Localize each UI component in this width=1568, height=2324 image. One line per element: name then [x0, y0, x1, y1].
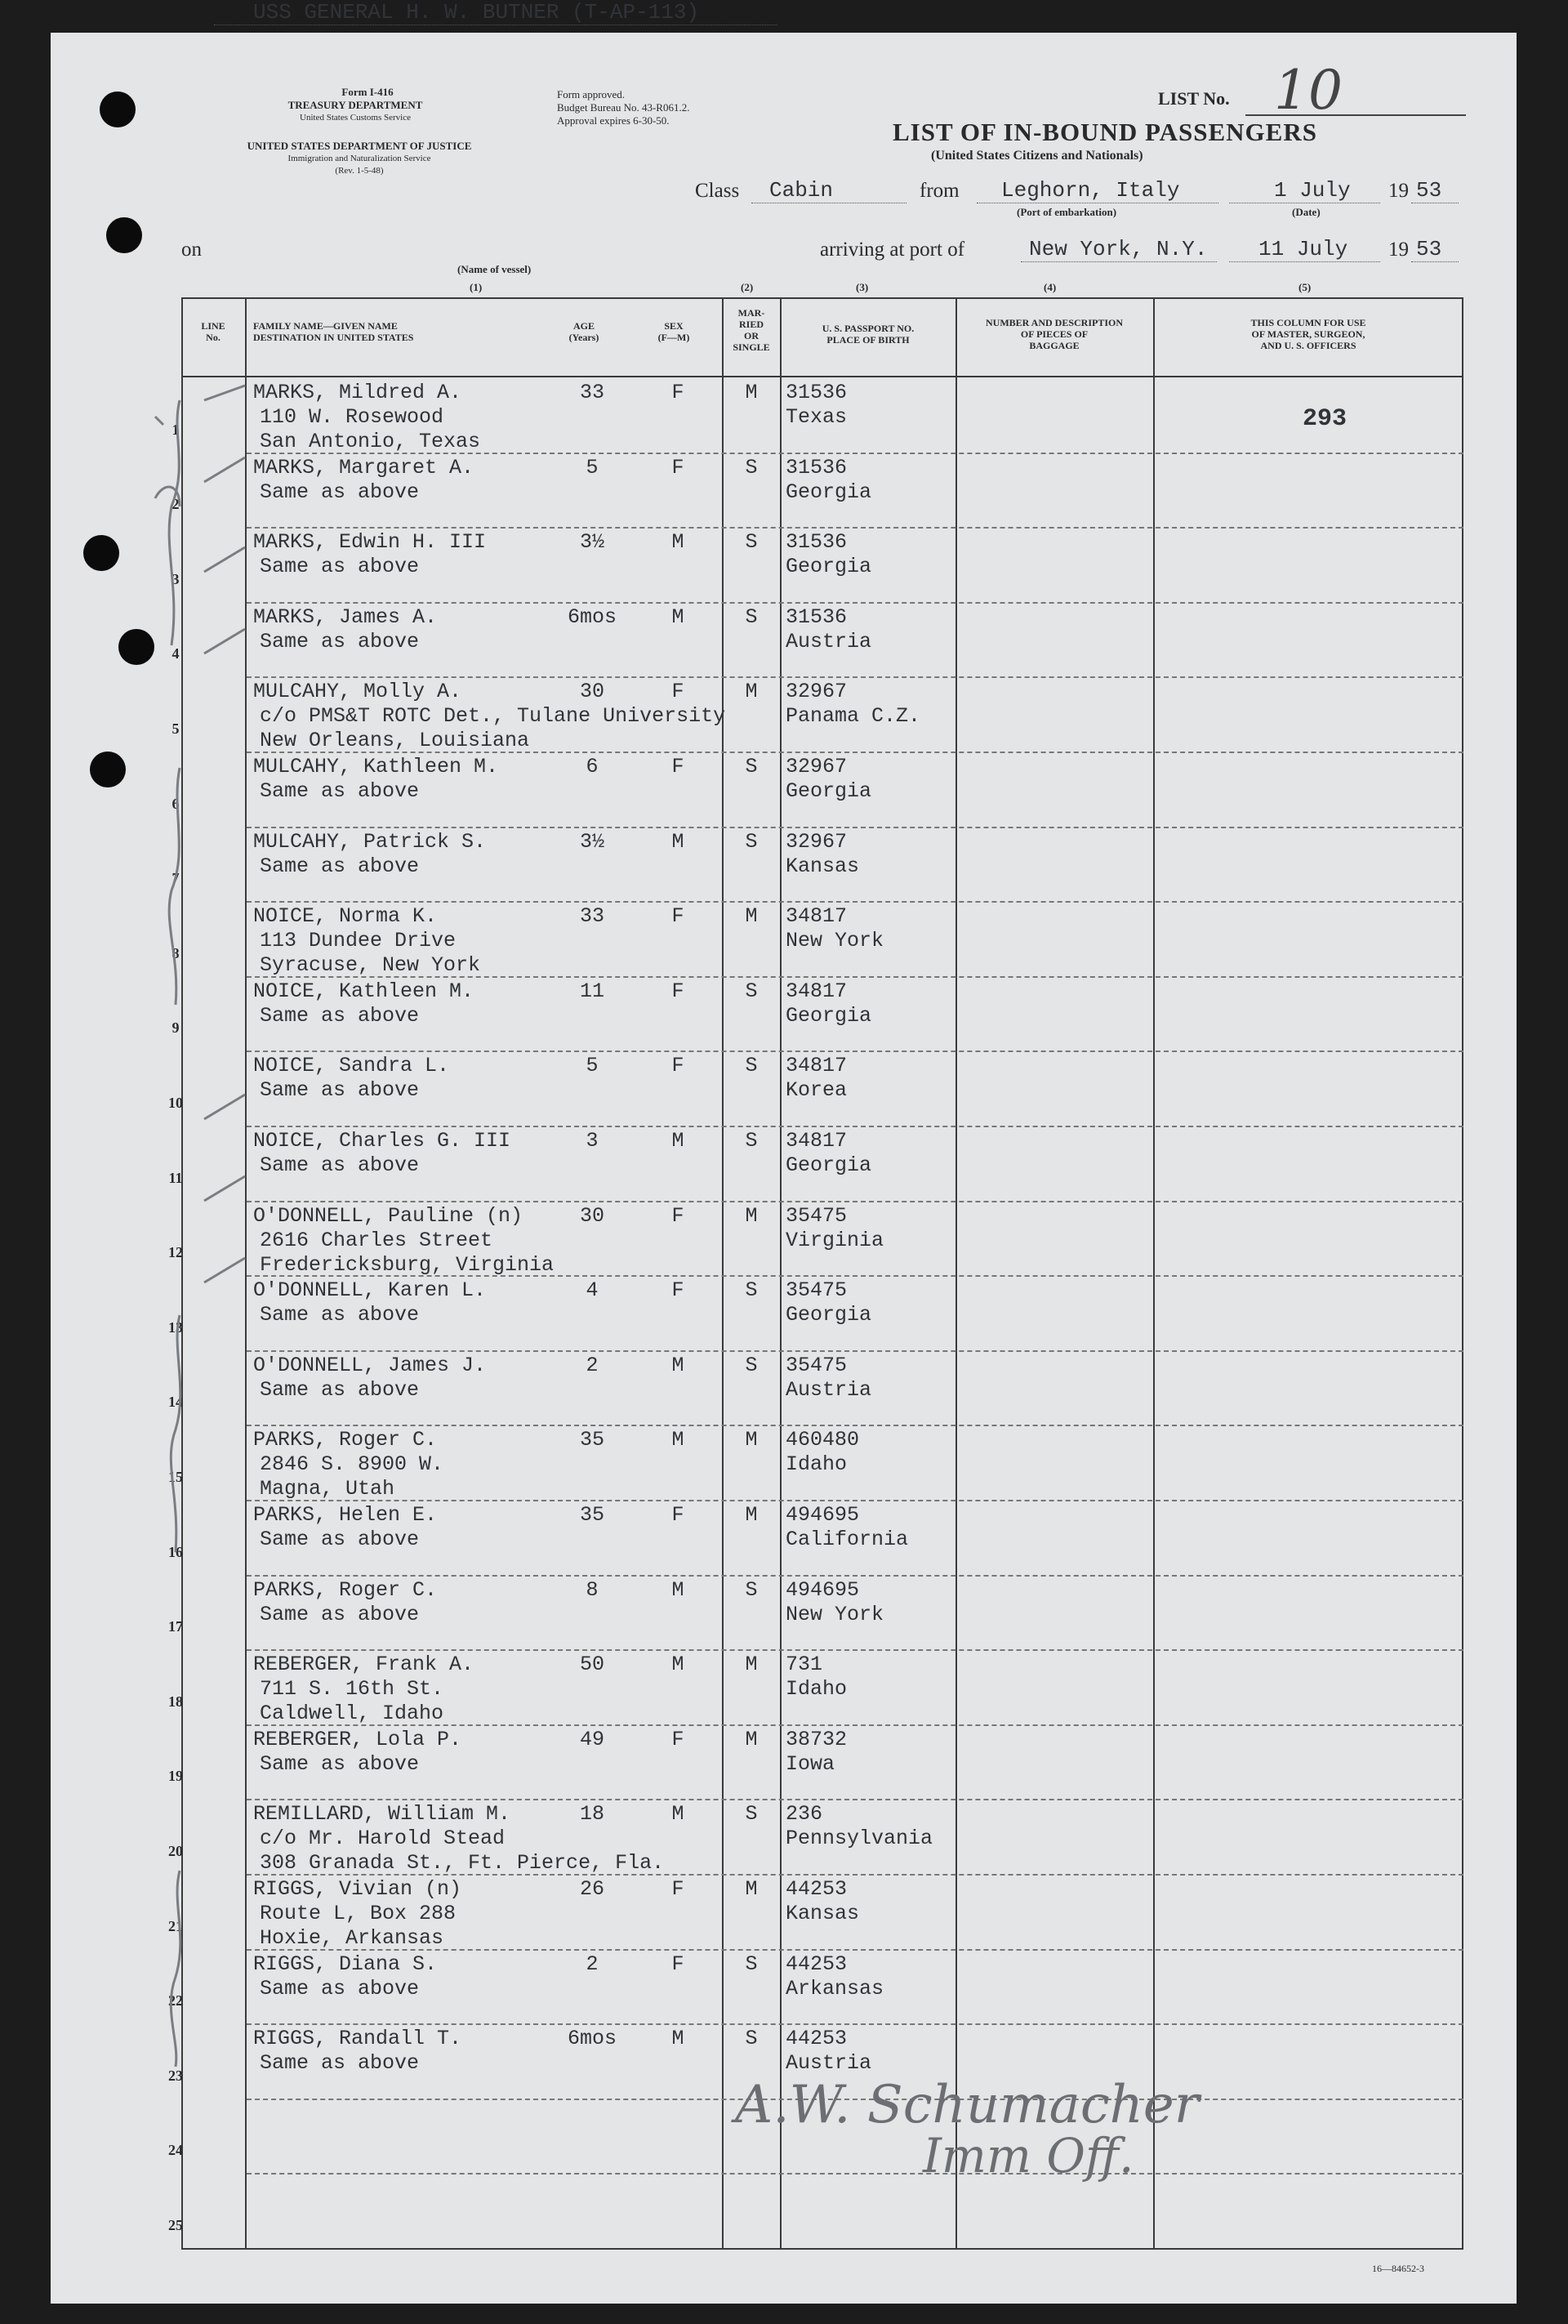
marital-status: M [745, 1653, 758, 1677]
age-value: 33 [579, 381, 604, 404]
header-baggage: NUMBER AND DESCRIPTION OF PIECES OF BAGGAGE [985, 317, 1124, 351]
marital-status: S [745, 2027, 758, 2051]
header-sex: SEX (F—M) [657, 320, 690, 343]
passport-number: 731 [786, 1653, 823, 1677]
passport-number: 35475 [786, 1278, 848, 1303]
place-of-birth: Texas [786, 405, 848, 429]
passenger-name: REBERGER, Lola P. [253, 1727, 462, 1751]
passport-number: 32967 [786, 755, 848, 778]
marital-status: S [745, 829, 758, 854]
row-divider [247, 2023, 1463, 2025]
line-number: 7 [172, 870, 180, 887]
destination-line-2: Fredericksburg, Virginia [260, 1252, 555, 1277]
passenger-name: REMILLARD, William M. [253, 1802, 511, 1827]
passport-number: 34817 [786, 1129, 848, 1153]
arrival-year-prefix: 19 [1388, 239, 1409, 261]
marital-status: S [745, 1054, 758, 1078]
header-age: AGE (Years) [568, 320, 599, 343]
sex-value: F [671, 1727, 684, 1751]
sex-value: F [671, 1952, 684, 1976]
destination-line-1: Same as above [260, 480, 420, 504]
line-number: 8 [172, 944, 180, 961]
year-value: 53 [1411, 178, 1459, 203]
manifest-subtitle: (United States Citizens and Nationals) [931, 149, 1143, 163]
destination-line-1: 110 W. Rosewood [260, 405, 444, 429]
line-number: 3 [172, 570, 180, 587]
marital-status: S [745, 1353, 758, 1377]
col-number-1: (1) [470, 281, 483, 293]
header-married: MAR- RIED OR SINGLE [733, 307, 770, 353]
sex-value: F [671, 1877, 684, 1901]
place-of-birth: Kansas [786, 1902, 860, 1925]
sex-value: M [671, 1428, 684, 1452]
sex-value: M [671, 604, 684, 629]
port-of-embarkation: Leghorn, Italy [977, 178, 1218, 203]
marital-status: S [745, 530, 758, 555]
row-divider [247, 527, 1463, 529]
passport-number: 34817 [786, 1054, 848, 1078]
table-row [0, 2099, 1466, 2174]
passenger-name: NOICE, Sandra L. [253, 1054, 450, 1078]
marital-status: M [745, 1877, 758, 1901]
destination-line-1: 113 Dundee Drive [260, 929, 457, 953]
destination-line-2: Caldwell, Idaho [260, 1702, 444, 1726]
passport-number: 32967 [786, 829, 848, 854]
header-passport: U. S. PASSPORT NO. PLACE OF BIRTH [822, 323, 915, 346]
destination-line-1: Same as above [260, 1976, 420, 2001]
passport-number: 44253 [786, 1877, 848, 1901]
vessel-caption: (Name of vessel) [457, 263, 532, 275]
form-number: Form I-416 [341, 86, 394, 98]
age-value: 50 [579, 1653, 604, 1677]
row-divider [247, 1949, 1463, 1951]
sex-value: F [671, 680, 684, 704]
row-divider [247, 2173, 1463, 2175]
place-of-birth: Georgia [786, 779, 872, 803]
marital-status: S [745, 755, 758, 778]
age-value: 18 [579, 1802, 604, 1827]
destination-line-1: Same as above [260, 1528, 420, 1551]
destination-line-1: Same as above [260, 1153, 420, 1177]
destination-line-2: New Orleans, Louisiana [260, 729, 530, 753]
place-of-birth: Austria [786, 1377, 872, 1402]
destination-line-1: Same as above [260, 1003, 420, 1028]
row-divider [247, 1874, 1463, 1876]
passport-number: 35475 [786, 1203, 848, 1228]
destination-line-1: Same as above [260, 779, 420, 803]
passport-number: 34817 [786, 979, 848, 1003]
line-number: 4 [172, 645, 180, 662]
age-value: 5 [586, 455, 599, 480]
destination-line-1: Same as above [260, 555, 420, 579]
destination-line-1: 2616 Charles Street [260, 1228, 493, 1252]
marital-status: S [745, 1278, 758, 1303]
passenger-name: NOICE, Kathleen M. [253, 979, 474, 1003]
age-value: 4 [586, 1278, 599, 1303]
justice-dept: UNITED STATES DEPARTMENT OF JUSTICE [247, 140, 472, 152]
list-no-value: 10 [1274, 59, 1343, 122]
footer-code: 16—84652-3 [1372, 2263, 1424, 2274]
row-divider [247, 1050, 1463, 1052]
passenger-name: MULCAHY, Kathleen M. [253, 755, 499, 778]
age-value: 3½ [579, 829, 604, 854]
place-of-birth: New York [786, 929, 884, 953]
sex-value: M [671, 1653, 684, 1677]
place-of-birth: Idaho [786, 1452, 848, 1477]
approval-3: Approval expires 6-30-50. [557, 114, 670, 127]
place-of-birth: Georgia [786, 1153, 872, 1177]
destination-line-1: Same as above [260, 1602, 420, 1626]
line-number: 11 [168, 1169, 183, 1186]
age-value: 33 [579, 904, 604, 929]
passenger-name: O'DONNELL, James J. [253, 1353, 487, 1377]
age-value: 8 [586, 1577, 599, 1602]
line-number: 16 [168, 1543, 183, 1560]
passport-number: 32967 [786, 680, 848, 704]
marital-status: S [745, 979, 758, 1003]
destination-line-1: 2846 S. 8900 W. [260, 1452, 444, 1477]
ins-service: Immigration and Naturalization Service [287, 154, 431, 163]
passenger-name: O'DONNELL, Karen L. [253, 1278, 487, 1303]
destination-line-1: Same as above [260, 1751, 420, 1776]
place-of-birth: Iowa [786, 1751, 835, 1776]
line-number: 6 [172, 795, 180, 812]
place-of-birth: Pennsylvania [786, 1827, 933, 1851]
age-value: 49 [579, 1727, 604, 1751]
departure-date: 1 July [1229, 178, 1380, 203]
destination-line-1: Same as above [260, 1078, 420, 1103]
line-number: 22 [168, 1992, 183, 2010]
sex-value: F [671, 1054, 684, 1078]
marital-status: S [745, 1577, 758, 1602]
marital-status: S [745, 1952, 758, 1976]
line-number: 15 [168, 1468, 183, 1485]
table-top-border [181, 297, 1463, 299]
sex-value: F [671, 455, 684, 480]
sex-value: F [671, 904, 684, 929]
line-number: 12 [168, 1244, 183, 1261]
row-divider [247, 827, 1463, 828]
passport-number: 236 [786, 1802, 823, 1827]
passport-number: 494695 [786, 1577, 860, 1602]
passenger-name: PARKS, Roger C. [253, 1577, 438, 1602]
sex-value: M [671, 2027, 684, 2051]
col-number-5: (5) [1298, 281, 1312, 293]
arrival-port: New York, N.Y. [1021, 237, 1217, 262]
age-value: 26 [579, 1877, 604, 1901]
passenger-name: O'DONNELL, Pauline (n) [253, 1203, 523, 1228]
sex-value: M [671, 1353, 684, 1377]
row-divider [247, 1126, 1463, 1127]
sex-value: M [671, 829, 684, 854]
line-number: 23 [168, 2067, 183, 2084]
passenger-name: RIGGS, Diana S. [253, 1952, 438, 1976]
port-caption: (Port of embarkation) [1017, 206, 1117, 218]
passenger-name: MARKS, Edwin H. III [253, 530, 487, 555]
place-of-birth: Georgia [786, 555, 872, 579]
destination-line-2: Hoxie, Arkansas [260, 1926, 444, 1950]
row-divider [247, 901, 1463, 903]
passport-number: 460480 [786, 1428, 860, 1452]
passport-number: 38732 [786, 1727, 848, 1751]
row-divider [247, 1201, 1463, 1202]
passenger-name: NOICE, Norma K. [253, 904, 438, 929]
line-number: 18 [168, 1693, 183, 1710]
age-value: 6 [586, 755, 599, 778]
row-divider [247, 453, 1463, 454]
passenger-name: MARKS, Mildred A. [253, 381, 462, 404]
age-value: 5 [586, 1054, 599, 1078]
arrival-date: 11 July [1229, 237, 1380, 262]
age-value: 6mos [567, 604, 617, 629]
sex-value: M [671, 1129, 684, 1153]
approval-2: Budget Bureau No. 43-R061.2. [557, 101, 690, 114]
line-number: 10 [168, 1094, 183, 1111]
family-bracket-marks [106, 384, 253, 2067]
officer-signature: A.W. Schumacher [735, 2075, 1200, 2135]
destination-line-1: Same as above [260, 854, 420, 878]
row-divider [247, 1575, 1463, 1577]
destination-line-2: 308 Granada St., Ft. Pierce, Fla. [260, 1851, 665, 1876]
place-of-birth: Korea [786, 1078, 848, 1103]
place-of-birth: Idaho [786, 1677, 848, 1702]
officer-number: 293 [1303, 405, 1348, 433]
row-divider [247, 1649, 1463, 1651]
passport-number: 494695 [786, 1503, 860, 1527]
col-number-3: (3) [856, 281, 869, 293]
class-value: Cabin [751, 178, 906, 203]
passport-number: 35475 [786, 1353, 848, 1377]
line-number: 24 [168, 2142, 183, 2159]
passenger-name: MULCAHY, Patrick S. [253, 829, 487, 854]
age-value: 35 [579, 1428, 604, 1452]
sex-value: F [671, 755, 684, 778]
passenger-name: PARKS, Helen E. [253, 1503, 438, 1527]
sex-value: F [671, 381, 684, 404]
destination-line-2: Magna, Utah [260, 1477, 395, 1501]
row-divider [247, 1500, 1463, 1501]
date-caption: (Date) [1292, 206, 1321, 218]
marital-status: M [745, 680, 758, 704]
marital-status: S [745, 455, 758, 480]
row-divider [247, 1275, 1463, 1277]
passenger-name: MARKS, Margaret A. [253, 455, 474, 480]
sex-value: M [671, 1577, 684, 1602]
row-divider [247, 976, 1463, 978]
age-value: 6mos [567, 2027, 617, 2051]
passenger-name: RIGGS, Randall T. [253, 2027, 462, 2051]
row-divider [247, 676, 1463, 678]
age-value: 3 [586, 1129, 599, 1153]
table-row [0, 2173, 1466, 2248]
place-of-birth: Arkansas [786, 1976, 884, 2001]
marital-status: M [745, 904, 758, 929]
vessel-name: USS GENERAL H. W. BUTNER (T-AP-113) [214, 0, 777, 25]
sex-value: F [671, 1278, 684, 1303]
marital-status: S [745, 1802, 758, 1827]
class-label: Class [695, 180, 740, 202]
marital-status: M [745, 381, 758, 404]
sex-value: M [671, 1802, 684, 1827]
revision: (Rev. 1-5-48) [335, 166, 384, 176]
destination-line-1: Same as above [260, 1377, 420, 1402]
passport-number: 31536 [786, 530, 848, 555]
marital-status: M [745, 1727, 758, 1751]
passenger-name: RIGGS, Vivian (n) [253, 1877, 462, 1901]
destination-line-1: c/o Mr. Harold Stead [260, 1827, 506, 1851]
passenger-name: REBERGER, Frank A. [253, 1653, 474, 1677]
marital-status: S [745, 604, 758, 629]
row-divider [247, 602, 1463, 604]
year-prefix: 19 [1388, 180, 1409, 202]
place-of-birth: Georgia [786, 1303, 872, 1327]
col-number-2: (2) [741, 281, 754, 293]
destination-line-2: Syracuse, New York [260, 953, 481, 978]
destination-line-1: Same as above [260, 629, 420, 653]
passport-number: 31536 [786, 604, 848, 629]
row-divider [247, 752, 1463, 753]
destination-line-1: c/o PMS&T ROTC Det., Tulane University [260, 704, 726, 729]
destination-line-1: 711 S. 16th St. [260, 1677, 444, 1702]
row-divider [247, 1799, 1463, 1800]
passenger-name: MULCAHY, Molly A. [253, 680, 462, 704]
header-line-no: LINE No. [201, 320, 225, 343]
customs-service: United States Customs Service [300, 113, 411, 123]
age-value: 30 [579, 1203, 604, 1228]
row-divider [247, 1425, 1463, 1426]
line-number: 17 [168, 1618, 183, 1635]
place-of-birth: Virginia [786, 1228, 884, 1252]
sex-value: F [671, 979, 684, 1003]
binder-hole-1 [100, 91, 136, 127]
place-of-birth: California [786, 1528, 909, 1551]
age-value: 2 [586, 1353, 599, 1377]
line-number: 25 [168, 2216, 183, 2233]
arriving-label: arriving at port of [820, 239, 965, 261]
destination-line-2: San Antonio, Texas [260, 430, 481, 453]
row-divider [247, 1724, 1463, 1726]
from-label: from [920, 180, 960, 202]
age-value: 11 [579, 979, 604, 1003]
place-of-birth: Georgia [786, 480, 872, 504]
passport-number: 34817 [786, 904, 848, 929]
header-officers: THIS COLUMN FOR USE OF MASTER, SURGEON, AND U. S. OFFICERS [1250, 317, 1366, 351]
line-number: 21 [168, 1917, 183, 1934]
arrival-year: 53 [1411, 237, 1459, 262]
destination-line-1: Same as above [260, 2051, 420, 2076]
place-of-birth: New York [786, 1602, 884, 1626]
header-name: FAMILY NAME—GIVEN NAME DESTINATION IN UNITED STATES [253, 320, 414, 343]
line-number: 19 [168, 1768, 183, 1785]
marital-status: S [745, 1129, 758, 1153]
passenger-name: NOICE, Charles G. III [253, 1129, 511, 1153]
passport-number: 44253 [786, 2027, 848, 2051]
sex-value: M [671, 530, 684, 555]
place-of-birth: Georgia [786, 1003, 872, 1028]
line-number: 2 [172, 496, 180, 513]
destination-line-1: Route L, Box 288 [260, 1902, 457, 1925]
passport-number: 31536 [786, 455, 848, 480]
sex-value: F [671, 1503, 684, 1527]
line-number: 13 [168, 1318, 183, 1336]
sex-value: F [671, 1203, 684, 1228]
place-of-birth: Kansas [786, 854, 860, 878]
line-number: 14 [168, 1394, 183, 1411]
binder-hole-2 [106, 217, 142, 253]
marital-status: M [745, 1428, 758, 1452]
on-label: on [181, 239, 202, 261]
marital-status: M [745, 1503, 758, 1527]
treasury-dept: TREASURY DEPARTMENT [287, 99, 423, 111]
list-no-label: LIST No. [1158, 88, 1230, 109]
place-of-birth: Austria [786, 629, 872, 653]
age-value: 30 [579, 680, 604, 704]
destination-line-1: Same as above [260, 1303, 420, 1327]
line-number: 9 [172, 1019, 180, 1037]
passport-number: 44253 [786, 1952, 848, 1976]
col-number-4: (4) [1044, 281, 1057, 293]
row-divider [247, 1350, 1463, 1352]
officer-title: Imm Off. [923, 2128, 1134, 2183]
place-of-birth: Austria [786, 2051, 872, 2076]
place-of-birth: Panama C.Z. [786, 704, 921, 729]
marital-status: M [745, 1203, 758, 1228]
age-value: 35 [579, 1503, 604, 1527]
approval-1: Form approved. [557, 88, 626, 100]
line-number: 20 [168, 1842, 183, 1859]
line-number: 1 [172, 421, 180, 438]
passport-number: 31536 [786, 381, 848, 404]
age-value: 3½ [579, 530, 604, 555]
passenger-name: MARKS, James A. [253, 604, 438, 629]
passenger-name: PARKS, Roger C. [253, 1428, 438, 1452]
age-value: 2 [586, 1952, 599, 1976]
manifest-title: LIST OF IN-BOUND PASSENGERS [893, 118, 1317, 146]
line-number: 5 [172, 720, 180, 737]
